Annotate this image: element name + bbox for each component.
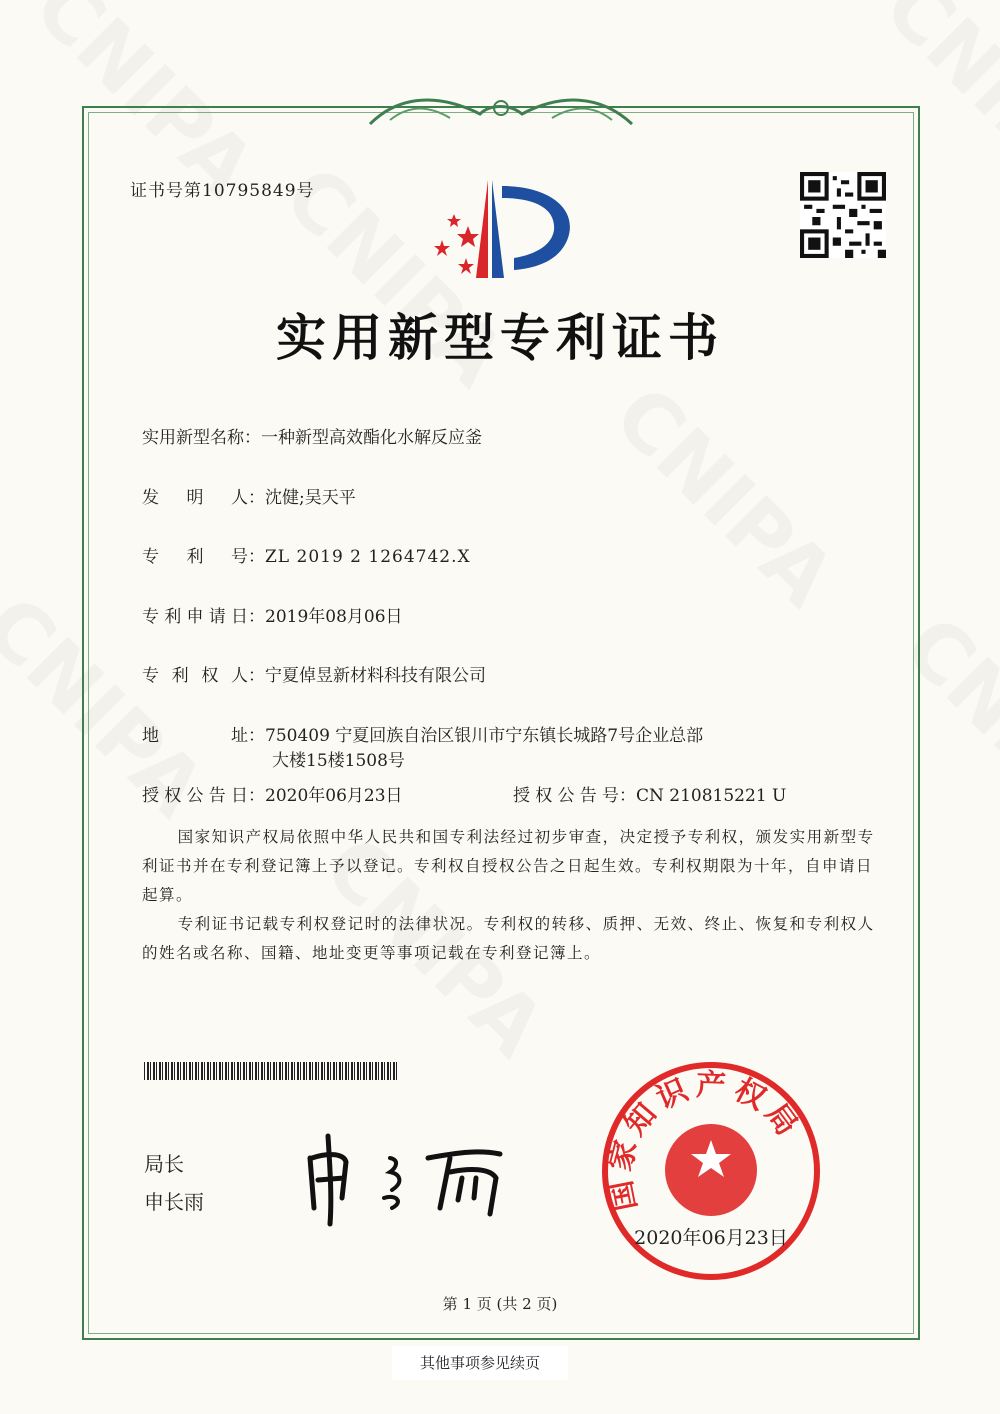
- statement: [142, 823, 887, 968]
- seal-date: 2020年06月23日: [634, 1227, 788, 1249]
- field-value: 2020年06月23日: [265, 786, 403, 806]
- field-label: 专利号: [142, 547, 248, 567]
- field-value: 宁夏倬昱新材料科技有限公司: [265, 666, 486, 686]
- statement-paragraph: 专利证书记载专利权登记时的法律状况。专利权的转移、质押、无效、终止、恢复和专利权人的姓名或名称、国籍、地址变更等事项记载在专利登记簿上。: [142, 915, 875, 962]
- cnipa-logo: [428, 178, 574, 288]
- field-inventors: 发明人：沈健;吴天平: [142, 483, 356, 508]
- seal-text: 国家知识产权局: [602, 1067, 808, 1214]
- field-value-line2: 大楼15楼1508号: [272, 751, 405, 771]
- field-grant-number: 授权公告号：CN 210815221 U: [513, 781, 786, 806]
- field-value: ZL 2019 2 1264742.X: [265, 547, 471, 567]
- field-label: 专利权人: [142, 666, 248, 686]
- field-patentee: 专利权人：宁夏倬昱新材料科技有限公司: [142, 661, 486, 686]
- field-patent-number: 专利号：ZL 2019 2 1264742.X: [142, 542, 471, 567]
- page-number: 第 1 页 (共 2 页): [442, 1295, 558, 1313]
- top-ornament: [360, 84, 642, 132]
- signatory-name: 申长雨: [144, 1190, 204, 1214]
- field-address: 地址：750409 宁夏回族自治区银川市宁东镇长城路7号企业总部 大楼15楼1508号: [142, 721, 703, 771]
- field-label: 实用新型名称: [142, 428, 244, 448]
- field-utility-model-name: 实用新型名称：一种新型高效酯化水解反应釜: [142, 423, 482, 448]
- certificate-title: 实用新型专利证书: [276, 308, 724, 367]
- field-value: CN 210815221 U: [636, 786, 787, 806]
- field-grant-date: 授权公告日：2020年06月23日: [142, 781, 403, 806]
- field-label: 授权公告号: [513, 786, 619, 806]
- signature: [300, 1128, 520, 1228]
- field-label: 发明人: [142, 488, 248, 508]
- field-value: 一种新型高效酯化水解反应釜: [261, 428, 482, 448]
- official-seal: [598, 1058, 824, 1284]
- field-label: 专利申请日: [142, 607, 248, 627]
- barcode: [144, 1062, 398, 1080]
- field-label: 地址: [142, 726, 248, 746]
- signatory-title: 局长: [144, 1152, 184, 1176]
- field-value: 750409 宁夏回族自治区银川市宁东镇长城路7号企业总部: [265, 726, 704, 746]
- field-value: 沈健;吴天平: [265, 488, 356, 508]
- certificate-number: 证书号第10795849号: [130, 181, 315, 201]
- qr-code: [800, 172, 886, 258]
- field-label: 授权公告日: [142, 786, 248, 806]
- field-application-date: 专利申请日：2019年08月06日: [142, 602, 403, 627]
- field-value: 2019年08月06日: [265, 607, 403, 627]
- continuation-note: 其他事项参见续页: [392, 1346, 568, 1380]
- statement-paragraph: 国家知识产权局依照中华人民共和国专利法经过初步审查，决定授予专利权，颁发实用新型专利证书并在专利登记簿上予以登记。专利权自授权公告之日起生效。专利权期限为十年，自申请日起算。: [142, 828, 875, 904]
